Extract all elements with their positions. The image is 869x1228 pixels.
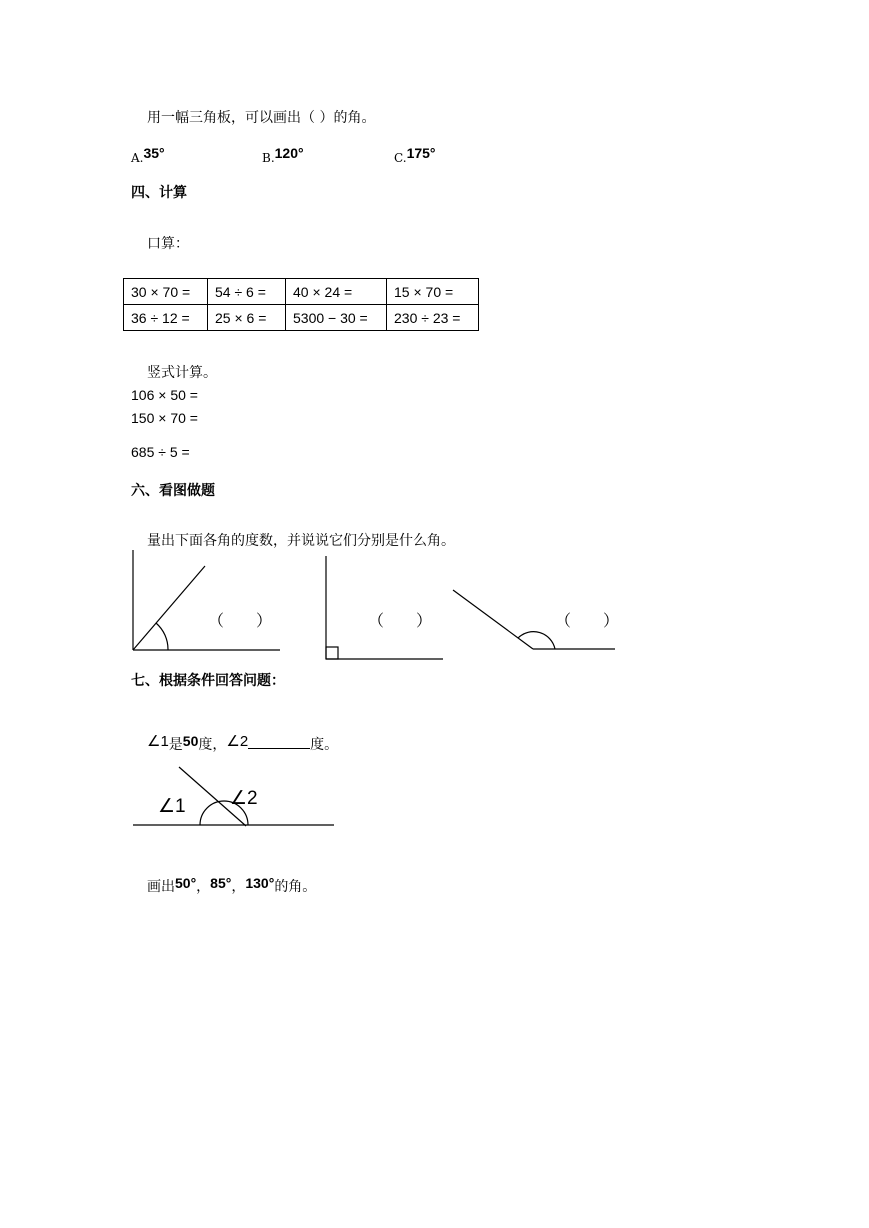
oral-calc-label: 口算：	[147, 236, 189, 252]
deg-comma-text: 度，	[198, 737, 227, 753]
angle-value-85: 85°	[210, 875, 232, 891]
table-cell: 25 × 6 =	[208, 305, 286, 331]
separator: ，	[231, 879, 246, 895]
vertical-calc-item: 106 × 50 =	[131, 387, 198, 403]
option-c-letter: C.	[394, 151, 407, 165]
angle-value-50: 50°	[175, 875, 197, 891]
table-cell: 54 ÷ 6 =	[208, 279, 286, 305]
answer-blank[interactable]: （ ）	[555, 613, 620, 630]
table-cell: 40 × 24 =	[286, 279, 387, 305]
option-a-letter: A.	[131, 151, 144, 165]
section-6-heading: 六、看图做题	[131, 483, 215, 499]
table-cell: 5300 − 30 =	[286, 305, 387, 331]
angle-2-symbol: ∠2	[226, 733, 249, 750]
section-7-question-2	[147, 876, 316, 896]
question-triangle-prompt: 用一幅三角板，可以画出（ ）的角。	[147, 110, 376, 126]
angle-1-symbol: ∠1	[147, 733, 169, 750]
table-cell: 230 ÷ 23 =	[387, 305, 479, 331]
vertical-calc-item: 685 ÷ 5 =	[131, 444, 190, 460]
angle-1-label: ∠1	[158, 796, 186, 817]
deg-end-text: 度。	[310, 737, 339, 753]
answer-blank[interactable]: （ ）	[368, 613, 433, 630]
answer-blank[interactable]: （ ）	[208, 613, 273, 630]
option-c-value: 175°	[406, 145, 436, 161]
angle-value-130: 130°	[245, 875, 275, 891]
section-4-heading: 四、计算	[131, 185, 187, 201]
vertical-calc-label: 竖式计算。	[147, 365, 217, 381]
vertical-calc-item: 150 × 70 =	[131, 410, 198, 426]
option-b-letter: B.	[262, 151, 275, 165]
table-cell: 30 × 70 =	[124, 279, 208, 305]
option-a-value: 35°	[143, 145, 165, 161]
degrees-value: 50	[182, 733, 199, 749]
table-cell: 36 ÷ 12 =	[124, 305, 208, 331]
section-6-prompt: 量出下面各角的度数，并说说它们分别是什么角。	[147, 533, 455, 549]
draw-prefix: 画出	[147, 879, 175, 895]
is-text: 是	[168, 737, 183, 753]
angle-2-label: ∠2	[230, 788, 258, 809]
separator: ，	[196, 879, 211, 895]
table-cell: 15 × 70 =	[387, 279, 479, 305]
draw-suffix: 的角。	[274, 879, 317, 895]
section-7-heading: 七、根据条件回答问题：	[131, 673, 285, 689]
option-b-value: 120°	[274, 145, 304, 161]
